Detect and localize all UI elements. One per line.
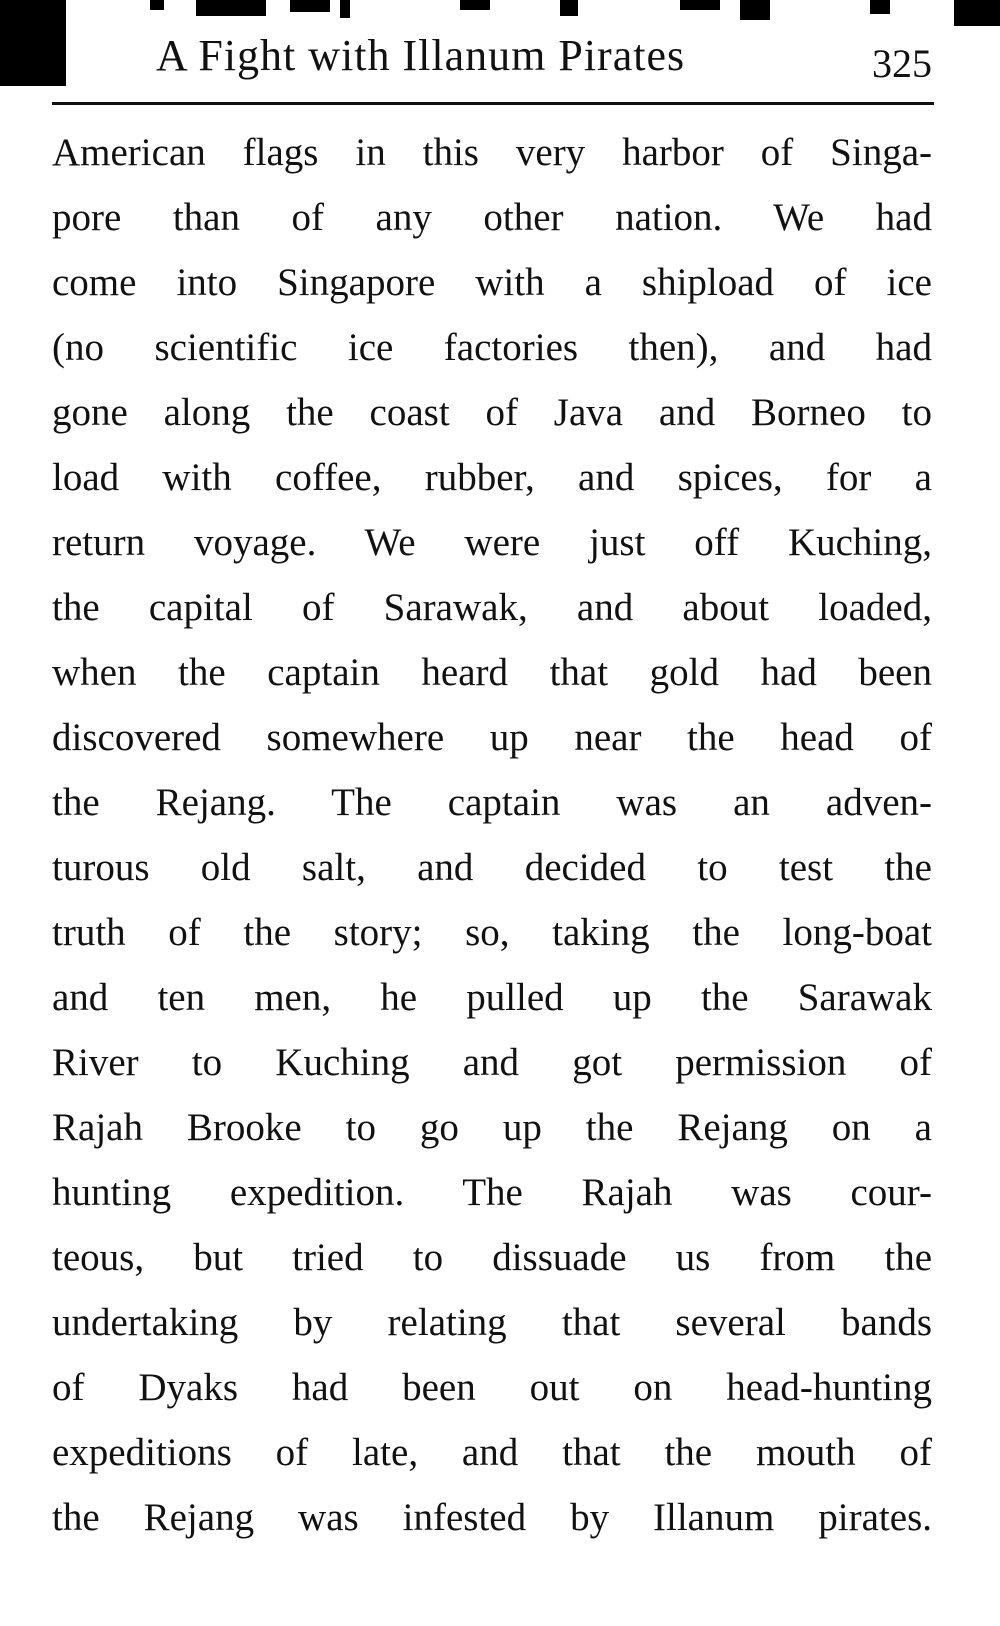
header-rule bbox=[52, 102, 934, 105]
body-text bbox=[52, 124, 932, 1554]
text-line: Rajah Brooke to go up the Rejang on a bbox=[52, 1106, 932, 1149]
text-line: the Rejang was infested by Illanum pirates. bbox=[52, 1496, 932, 1539]
text-line: the capital of Sarawak, and about loaded, bbox=[52, 586, 932, 629]
text-line: of Dyaks had been out on head-hunting bbox=[52, 1366, 932, 1409]
scan-edge-top bbox=[0, 0, 1000, 26]
text-line: pore than of any other nation. We had bbox=[52, 196, 932, 239]
text-line: teous, but tried to dissuade us from the bbox=[52, 1236, 932, 1279]
text-line: when the captain heard that gold had been bbox=[52, 651, 932, 694]
text-line: load with coffee, rubber, and spices, for a bbox=[52, 456, 932, 499]
text-line: truth of the story; so, taking the long-boat bbox=[52, 911, 932, 954]
text-line: discovered somewhere up near the head of bbox=[52, 716, 932, 759]
text-line: undertaking by relating that several bands bbox=[52, 1301, 932, 1344]
text-line: turous old salt, and decided to test the bbox=[52, 846, 932, 889]
scan-edge-right bbox=[954, 0, 1000, 26]
text-line: gone along the coast of Java and Borneo to bbox=[52, 391, 932, 434]
text-line: (no scientific ice factories then), and had bbox=[52, 326, 932, 369]
running-head bbox=[52, 26, 932, 92]
text-line: expeditions of late, and that the mouth of bbox=[52, 1431, 932, 1474]
text-line: and ten men, he pulled up the Sarawak bbox=[52, 976, 932, 1019]
text-line: American flags in this very harbor of Singa- bbox=[52, 131, 932, 174]
running-title: A Fight with Illanum Pirates bbox=[156, 31, 686, 80]
page-number: 325 bbox=[872, 41, 932, 86]
text-line: River to Kuching and got permission of bbox=[52, 1041, 932, 1084]
text-line: come into Singapore with a shipload of ice bbox=[52, 261, 932, 304]
text-line: return voyage. We were just off Kuching, bbox=[52, 521, 932, 564]
text-line: the Rejang. The captain was an adven- bbox=[52, 781, 932, 824]
text-line: hunting expedition. The Rajah was cour- bbox=[52, 1171, 932, 1214]
